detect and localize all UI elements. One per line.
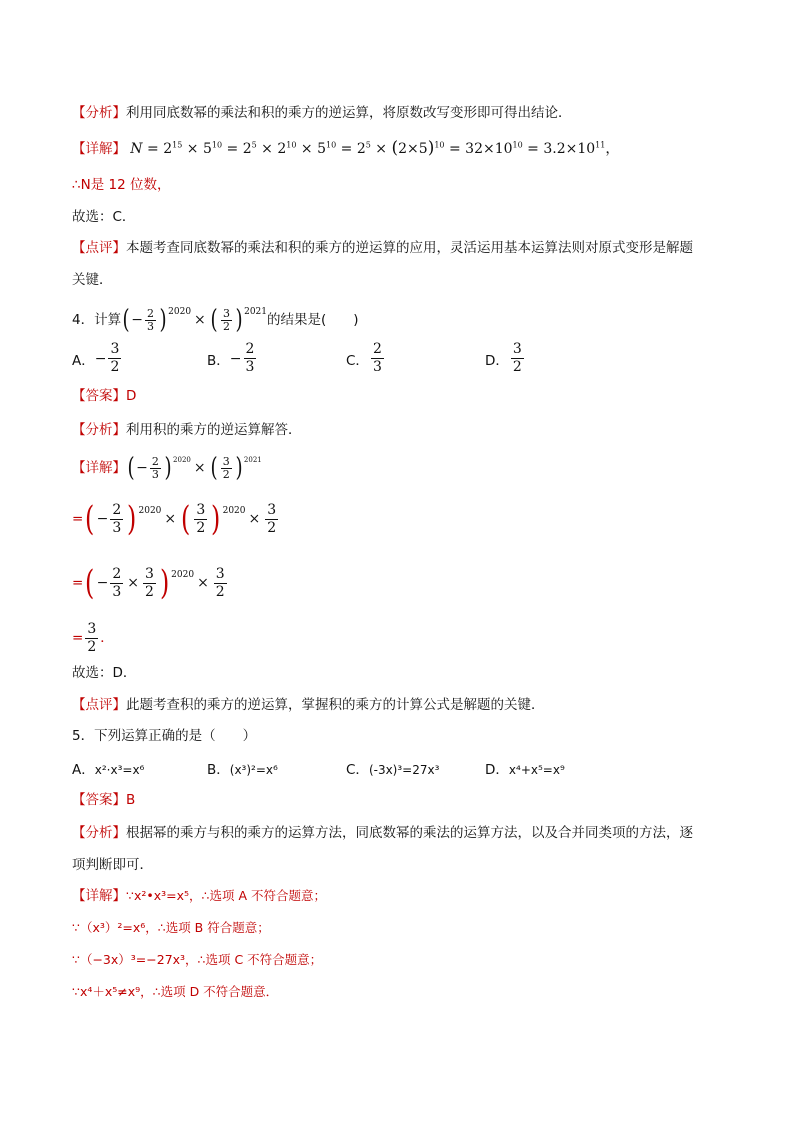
q4-result: = $\frac{3}{2}$ ．	[72, 620, 114, 655]
analysis-text: 根据幂的乘方与积的乘方的运算方法，同底数幂的乘法的运算方法，以及合并同类项的方法，逐	[126, 825, 693, 841]
q5-stem: 5．下列运算正确的是（ ）	[72, 728, 257, 744]
q5-analysis-cont: 项判断即可．	[72, 857, 153, 873]
q4-step-2: = ( − $\frac{2}{3}$ × $\frac{3}{2}$ ) 2020 × $\frac{3}{2}$	[72, 563, 225, 603]
q4-option-a[interactable]: A． − $\frac{3}{2}$	[72, 341, 120, 375]
q4-step-1: = ( − $\frac{2}{3}$ ) 2020 × ( $\frac{3}{2}$ ) 2020 × $\frac{3}{2}$	[72, 499, 277, 539]
detail-line-1: ∵x²•x³=x⁵，∴选项 A 不符合题意；	[126, 888, 326, 903]
q5-option-a[interactable]: A．x²·x³=x⁶	[72, 762, 145, 778]
analysis-text: 利用积的乘方的逆运算解答．	[126, 422, 302, 438]
detail-equation: $N = 2^{15} \times 5^{10} = 2^5 \times 2^{10} \times 5^{10} = 2^5 \times (2\times 5)^{10} = 32\times 10^{10} = 3.2\times 10^{11}$，	[130, 138, 620, 158]
q5-detail	[72, 886, 326, 906]
analysis-text: 利用同底数幂的乘法和积的乘方的逆运算，将原数改写变形即可得出结论．	[126, 105, 572, 121]
comment-text: 本题考查同底数幂的乘法和积的乘方的逆运算的应用，灵活运用基本运算法则对原式变形是解题	[126, 240, 693, 256]
analysis-tag: 【分析】	[72, 422, 126, 438]
q4-analysis	[72, 420, 302, 440]
answer-value: D	[126, 388, 137, 404]
q4-option-b[interactable]: B． − $\frac{2}{3}$	[207, 341, 255, 375]
q4-choose: 故选：D．	[72, 665, 137, 681]
answer-tag: 【答案】	[72, 792, 126, 808]
detail-tag: 【详解】	[72, 141, 126, 157]
q4-answer	[72, 386, 136, 406]
detail-line-2: ∵（x³）²=x⁶，∴选项 B 符合题意；	[72, 920, 270, 935]
analysis-tag: 【分析】	[72, 105, 126, 121]
answer-tag: 【答案】	[72, 388, 126, 404]
q4-detail: 【详解】 ( − $\frac{2}{3}$ ) 2020 × ( $\frac{3}{2}$ ) 2021	[72, 453, 262, 483]
q3-choose: 故选：C．	[72, 209, 136, 225]
detail-tag: 【详解】	[72, 888, 126, 904]
q5-answer	[72, 790, 135, 810]
q4-comment	[72, 695, 545, 715]
q3-detail	[72, 138, 619, 159]
detail-tag: 【详解】	[72, 460, 126, 476]
q4-option-d[interactable]: D． $\frac{3}{2}$	[485, 341, 522, 375]
detail-line-4: ∵x⁴＋x⁵≠x⁹，∴选项 D 不符合题意．	[72, 984, 279, 999]
q5-option-d[interactable]: D．x⁴+x⁵=x⁹	[485, 762, 565, 778]
q5-analysis	[72, 823, 693, 843]
q5-option-b[interactable]: B．(x³)²=x⁶	[207, 762, 278, 778]
q3-conclusion: ∴N是 12 位数，	[72, 177, 171, 193]
analysis-tag: 【分析】	[72, 825, 126, 841]
q3-comment-cont: 关键．	[72, 272, 113, 288]
q4-option-c[interactable]: C． $\frac{2}{3}$	[346, 341, 382, 375]
comment-tag: 【点评】	[72, 240, 126, 256]
q3-analysis	[72, 103, 572, 123]
answer-value: B	[126, 792, 136, 808]
q4-stem: 4．计算 ( − $\frac{2}{3}$ ) 2020 × ( $\frac{3}{2}$ ) 2021 的结果是( )	[72, 305, 359, 335]
comment-tag: 【点评】	[72, 697, 126, 713]
detail-line-3: ∵（−3x）³=−27x³，∴选项 C 不符合题意；	[72, 952, 323, 967]
comment-text: 此题考查积的乘方的逆运算，掌握积的乘方的计算公式是解题的关键．	[126, 697, 545, 713]
q3-comment	[72, 238, 693, 258]
q5-option-c[interactable]: C．(-3x)³=27x³	[346, 762, 440, 778]
